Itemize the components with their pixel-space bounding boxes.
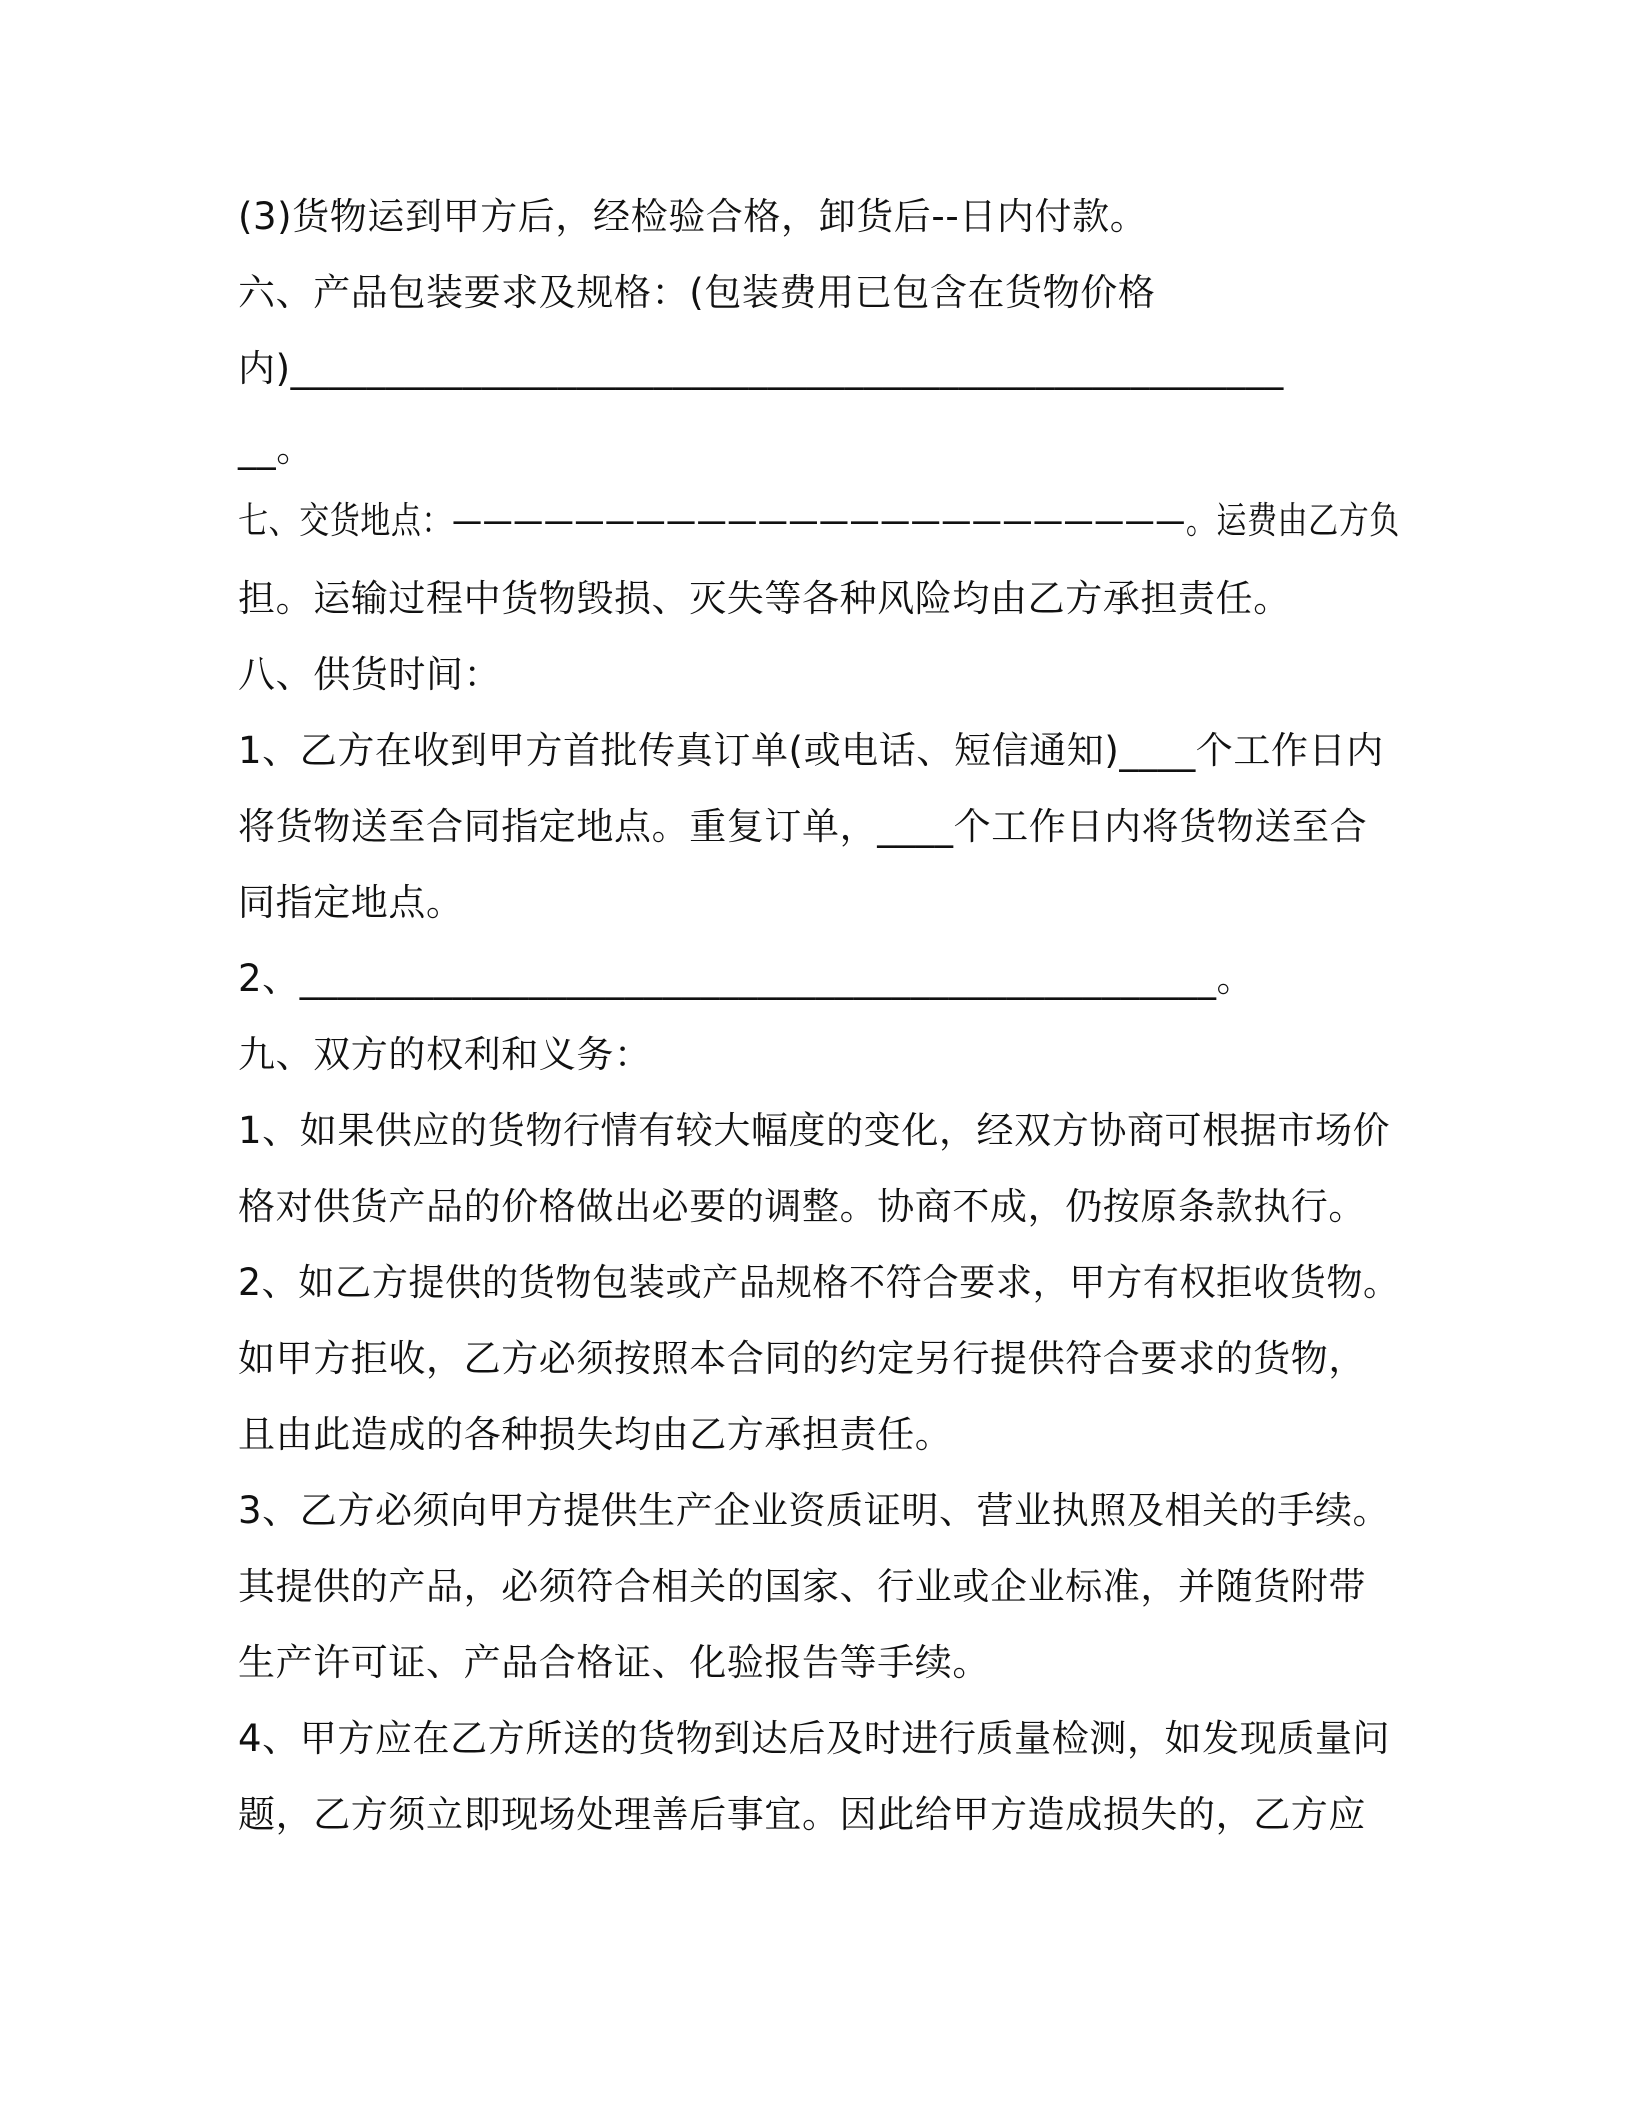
- text-line: 格对供货产品的价格做出必要的调整。协商不成，仍按原条款执行。: [238, 1185, 1366, 1228]
- text-line: 七、交货地点：————————————————————————。运费由乙方负: [238, 499, 1400, 542]
- text-line: 2、如乙方提供的货物包装或产品规格不符合要求，甲方有权拒收货物。: [238, 1261, 1400, 1304]
- text-line: (3)货物运到甲方后，经检验合格，卸货后--日内付款。: [238, 195, 1148, 238]
- text-line: 1、如果供应的货物行情有较大幅度的变化，经双方协商可根据市场价: [238, 1109, 1391, 1152]
- text-line: 题，乙方须立即现场处理善后事宜。因此给甲方造成损失的，乙方应: [238, 1793, 1366, 1836]
- text-line: 九、双方的权利和义务：: [238, 1033, 652, 1076]
- text-line: 内)____________________________________________________: [238, 347, 1284, 390]
- text-line: 八、供货时间：: [238, 653, 502, 696]
- text-line: 担。运输过程中货物毁损、灭失等各种风险均由乙方承担责任。: [238, 577, 1291, 620]
- text-line: __。: [238, 427, 314, 470]
- text-line: 如甲方拒收，乙方必须按照本合同的约定另行提供符合要求的货物，: [238, 1337, 1366, 1380]
- text-line: 生产许可证、产品合格证、化验报告等手续。: [238, 1641, 990, 1684]
- text-line: 六、产品包装要求及规格：(包装费用已包含在货物价格: [238, 271, 1156, 314]
- text-line: 其提供的产品，必须符合相关的国家、行业或企业标准，并随货附带: [238, 1565, 1366, 1608]
- text-line: 2、________________________________________________。: [238, 957, 1255, 1000]
- text-line: 3、乙方必须向甲方提供生产企业资质证明、营业执照及相关的手续。: [238, 1489, 1391, 1532]
- text-line: 且由此造成的各种损失均由乙方承担责任。: [238, 1413, 953, 1456]
- text-line: 4、甲方应在乙方所送的货物到达后及时进行质量检测，如发现质量问: [238, 1717, 1391, 1760]
- text-line: 同指定地点。: [238, 881, 464, 924]
- text-line: 将货物送至合同指定地点。重复订单，____个工作日内将货物送至合: [238, 805, 1368, 848]
- text-line: 1、乙方在收到甲方首批传真订单(或电话、短信通知)____个工作日内: [238, 729, 1384, 772]
